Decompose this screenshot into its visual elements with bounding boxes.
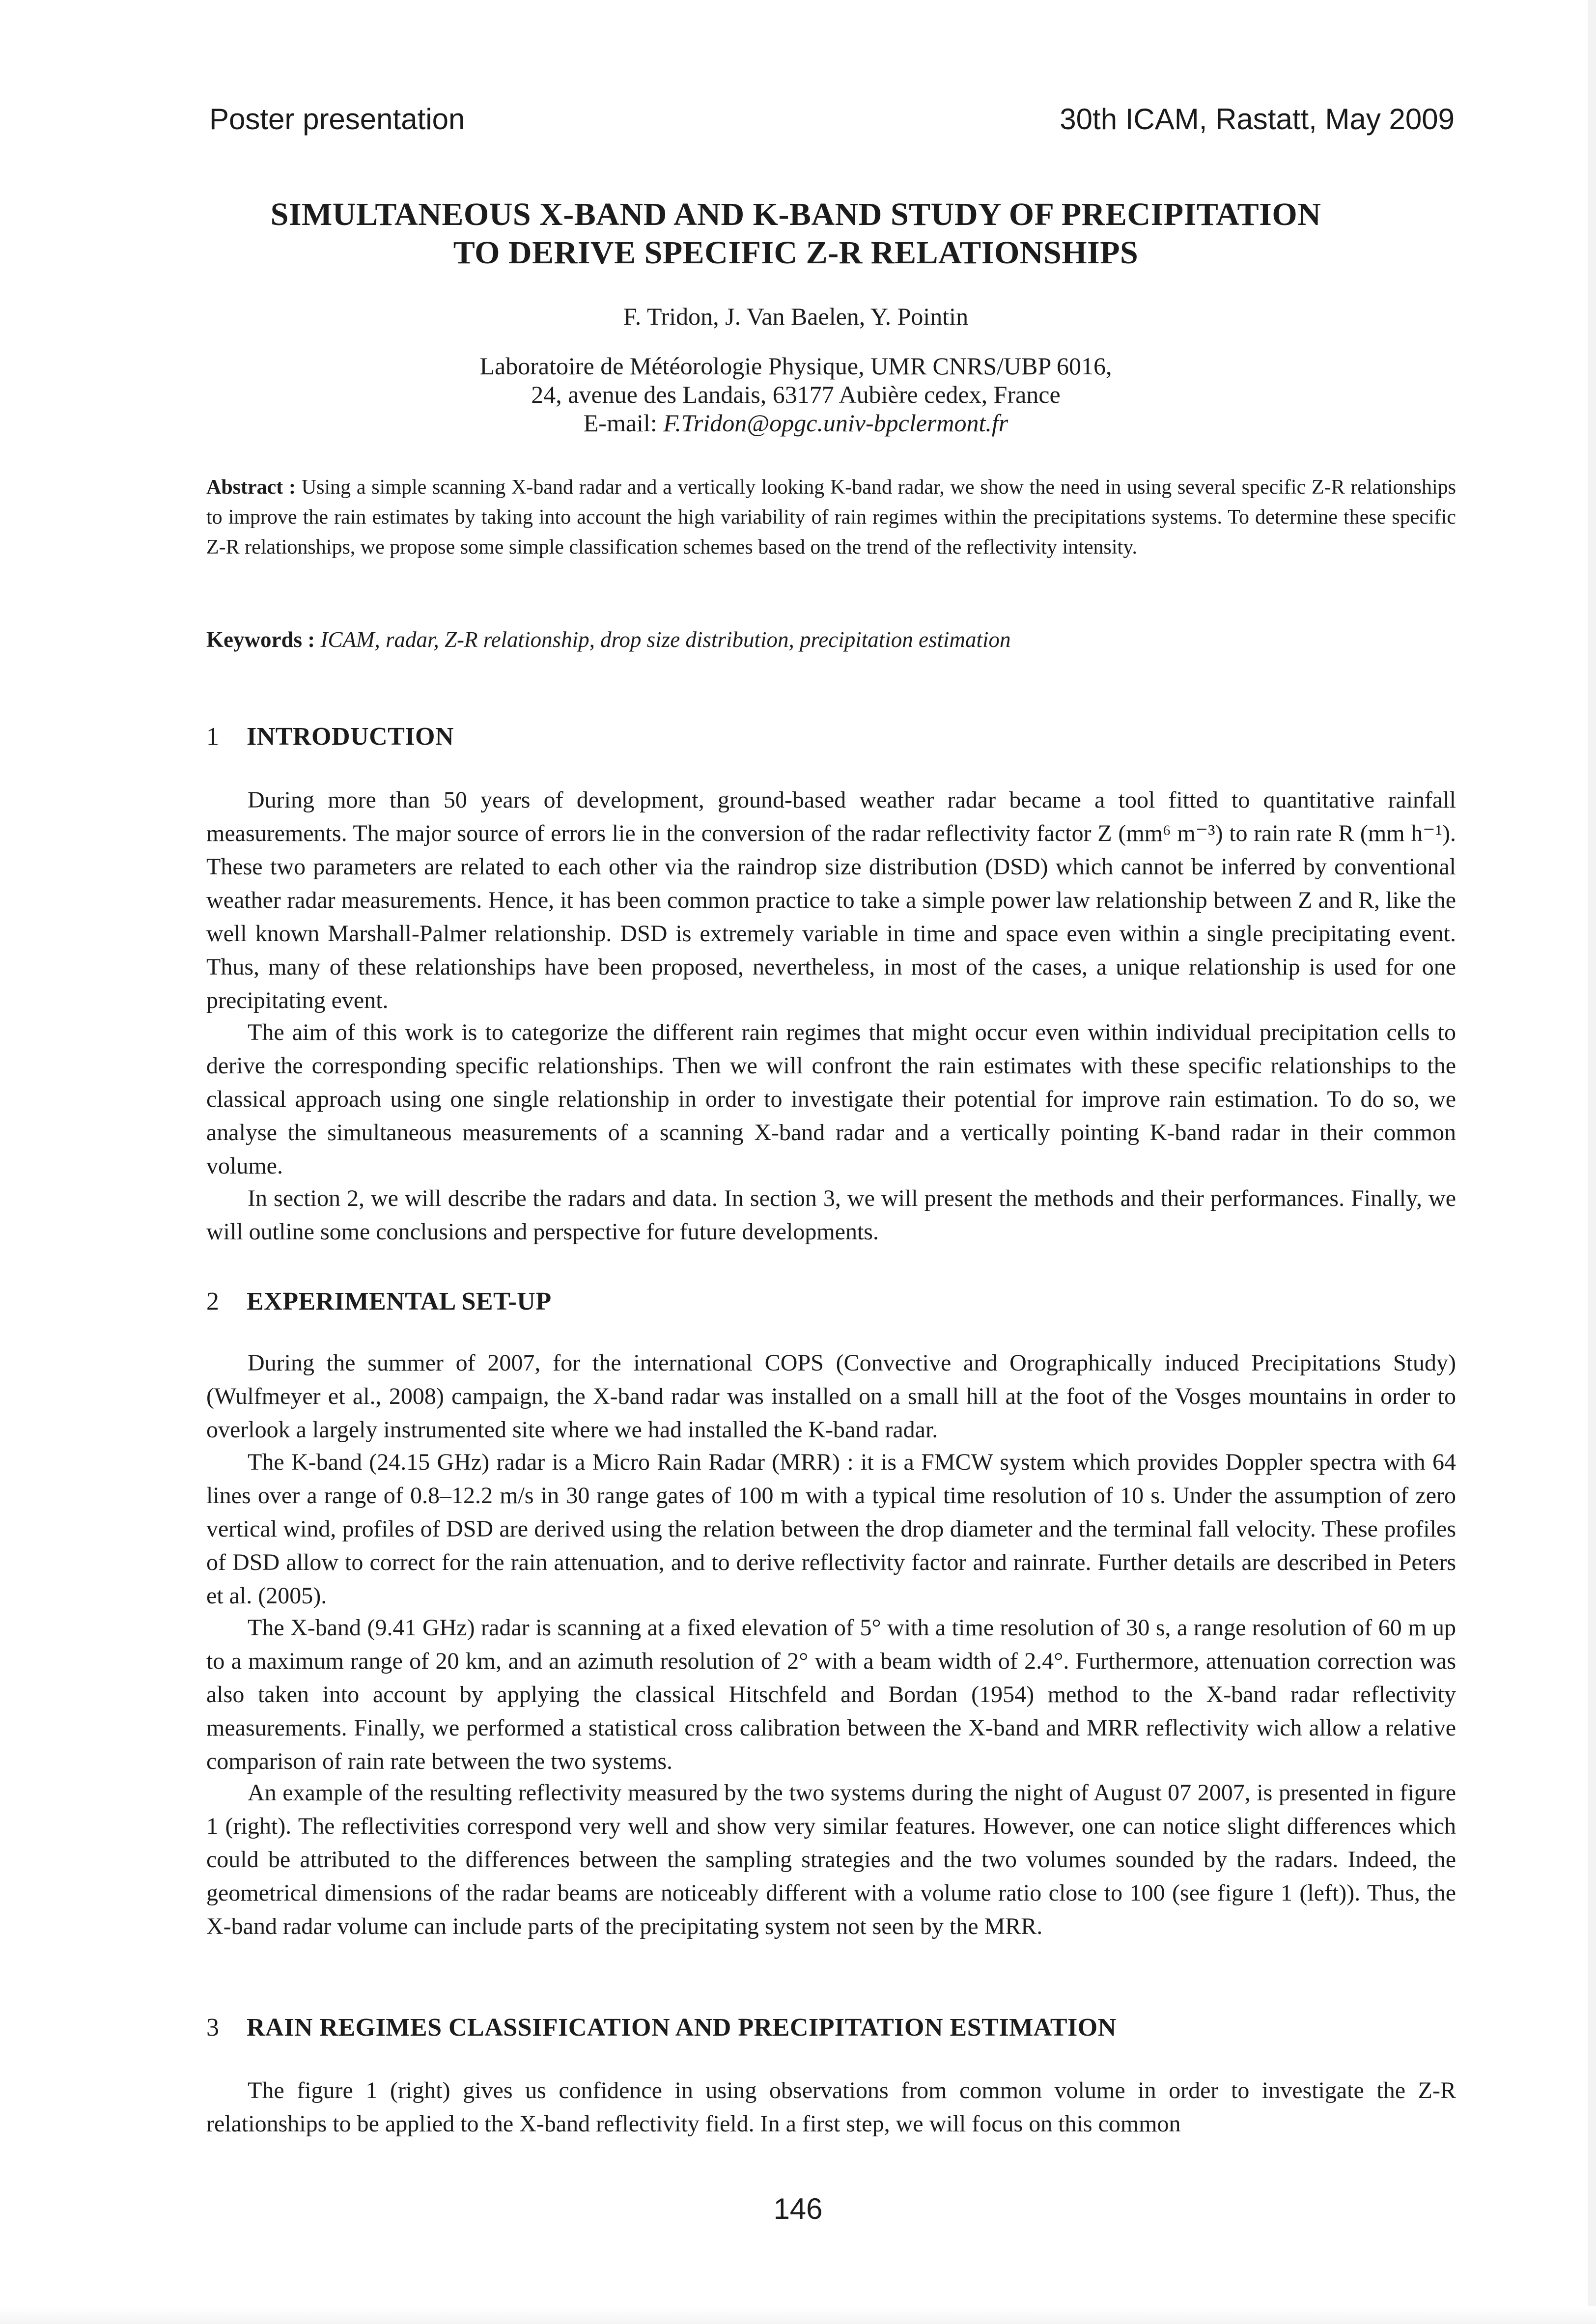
section-1-paragraph-1: During more than 50 years of development, ground-based weather radar became a tool fitted to quantitative rainfall measurements. The major source of errors lie in the conversion of the radar reflectivity factor Z (mm⁶ m⁻³) to rain rate R (mm h⁻¹). These two parameters are related to each other via the raindrop size distribution (DSD) which cannot be inferred by conventional weather radar measurements. Hence, it has been common practice to take a simple power law relationship between Z and R, like the well known Marshall-Palmer relationship. DSD is extremely variable in time and space even within a single precipitating event. Thus, many of these relationships have been proposed, nevertheless, in most of the cases, a unique relationship is used for one precipitating event. [206,787,1456,1013]
paper-title [206,196,1385,272]
header-left: Poster presentation [209,103,465,136]
section-2-paragraph-2: The K-band (24.15 GHz) radar is a Micro Rain Radar (MRR) : it is a FMCW system which provides Doppler spectra with 64 lines over a range of 0.8–12.2 m/s in 30 range gates of 100 m with a typical time resolution of 10 s. Under the assumption of zero vertical wind, profiles of DSD are derived using the relation between the drop diameter and the terminal fall velocity. These profiles of DSD allow to correct for the rain attenuation, and to derive reflectivity factor and rainrate. Further details are described in Peters et al. (2005). [206,1449,1456,1609]
section-2-paragraph-1: During the summer of 2007, for the international COPS (Convective and Orographically induced Precipitations Study) (Wulfmeyer et al., 2008) campaign, the X-band radar was installed on a small hill at the foot of the Vosges mountains in order to overlook a largely instrumented site where we had installed the K-band radar. [206,1350,1456,1443]
abstract-label: Abstract : [206,476,296,499]
affiliation [206,352,1385,437]
keywords-text: ICAM, radar, Z-R relationship, drop size distribution, precipitation estimation [320,627,1011,652]
section-title: EXPERIMENTAL SET-UP [247,1288,552,1316]
section-number: 2 [206,1288,220,1316]
section-1-heading [206,722,454,751]
abstract-text: Using a simple scanning X-band radar and a vertically looking K-band radar, we show the need in using several specific Z-R relationships to improve the rain estimates by taking into account the high variability of rain regimes within the precipitations systems. To determine these specific Z-R relationships, we propose some simple classification schemes based on the trend of the reflectivity intensity. [206,476,1456,559]
section-number: 1 [206,723,220,751]
section-2-paragraph-4: An example of the resulting reflectivity measured by the two systems during the night of August 07 2007, is presented in figure 1 (right). The reflectivities correspond very well and show very similar features. However, one can notice slight differences which could be attributed to the differences between the sampling strategies and the two volumes sounded by the radars. Indeed, the geometrical dimensions of the radar beams are noticeably different with a volume ratio close to 100 (see figure 1 (left)). Thus, the X-band radar volume can include parts of the precipitating system not seen by the MRR. [206,1780,1456,1939]
section-title: INTRODUCTION [247,723,454,751]
email-line [206,409,1385,437]
email-link[interactable]: F.Tridon@opgc.univ-bpclermont.fr [663,409,1008,437]
section-3-paragraph-1: The figure 1 (right) gives us confidence in using observations from common volume in order to investigate the Z-R relationships to be applied to the X-band reflectivity field. In a first step, we will focus on this common [206,2077,1456,2137]
scan-edge [1588,0,1596,2324]
header-right: 30th ICAM, Rastatt, May 2009 [1060,103,1455,136]
section-2-heading [206,1287,552,1316]
authors: F. Tridon, J. Van Baelen, Y. Pointin [623,303,969,330]
keywords [206,625,1456,654]
title-line-2: TO DERIVE SPECIFIC Z-R RELATIONSHIPS [453,235,1139,271]
section-2-paragraph-3: The X-band (9.41 GHz) radar is scanning at a fixed elevation of 5° with a time resolution of 30 s, a range resolution of 60 m up to a maximum range of 20 km, and an azimuth resolution of 2° with a beam width of 2.4°. Furthermore, attenuation correction was also taken into account by applying the classical Hitschfeld and Bordan (1954) method to the X-band radar reflectivity measurements. Finally, we performed a statistical cross calibration between the X-band and MRR reflectivity wich allow a relative comparison of rain rate between the two systems. [206,1615,1456,1774]
section-1-paragraph-2: The aim of this work is to categorize the different rain regimes that might occur even within individual precipitation cells to derive the corresponding specific relationships. Then we will confront the rain estimates with these specific relationships to the classical approach using one single relationship in order to investigate their potential for improve rain estimation. To do so, we analyse the simultaneous measurements of a scanning X-band radar and a vertically pointing K-band radar in their common volume. [206,1019,1456,1179]
keywords-label: Keywords : [206,627,315,652]
section-number: 3 [206,2014,220,2042]
affiliation-line-2: 24, avenue des Landais, 63177 Aubière cedex, France [531,381,1061,408]
affiliation-line-1: Laboratoire de Météorologie Physique, UMR CNRS/UBP 6016, [479,352,1112,380]
section-title: RAIN REGIMES CLASSIFICATION AND PRECIPITATION ESTIMATION [247,2014,1117,2042]
section-3-heading [206,2013,1117,2042]
abstract [206,473,1456,562]
scan-bottom-edge [0,2306,1596,2324]
email-label: E-mail: [583,409,664,437]
section-1-paragraph-3: In section 2, we will describe the radars and data. In section 3, we will present the methods and their performances. Finally, we will outline some conclusions and perspective for future developments. [206,1185,1456,1245]
title-line-1: SIMULTANEOUS X-BAND AND K-BAND STUDY OF PRECIPITATION [270,196,1321,232]
page-number: 146 [773,2192,823,2225]
